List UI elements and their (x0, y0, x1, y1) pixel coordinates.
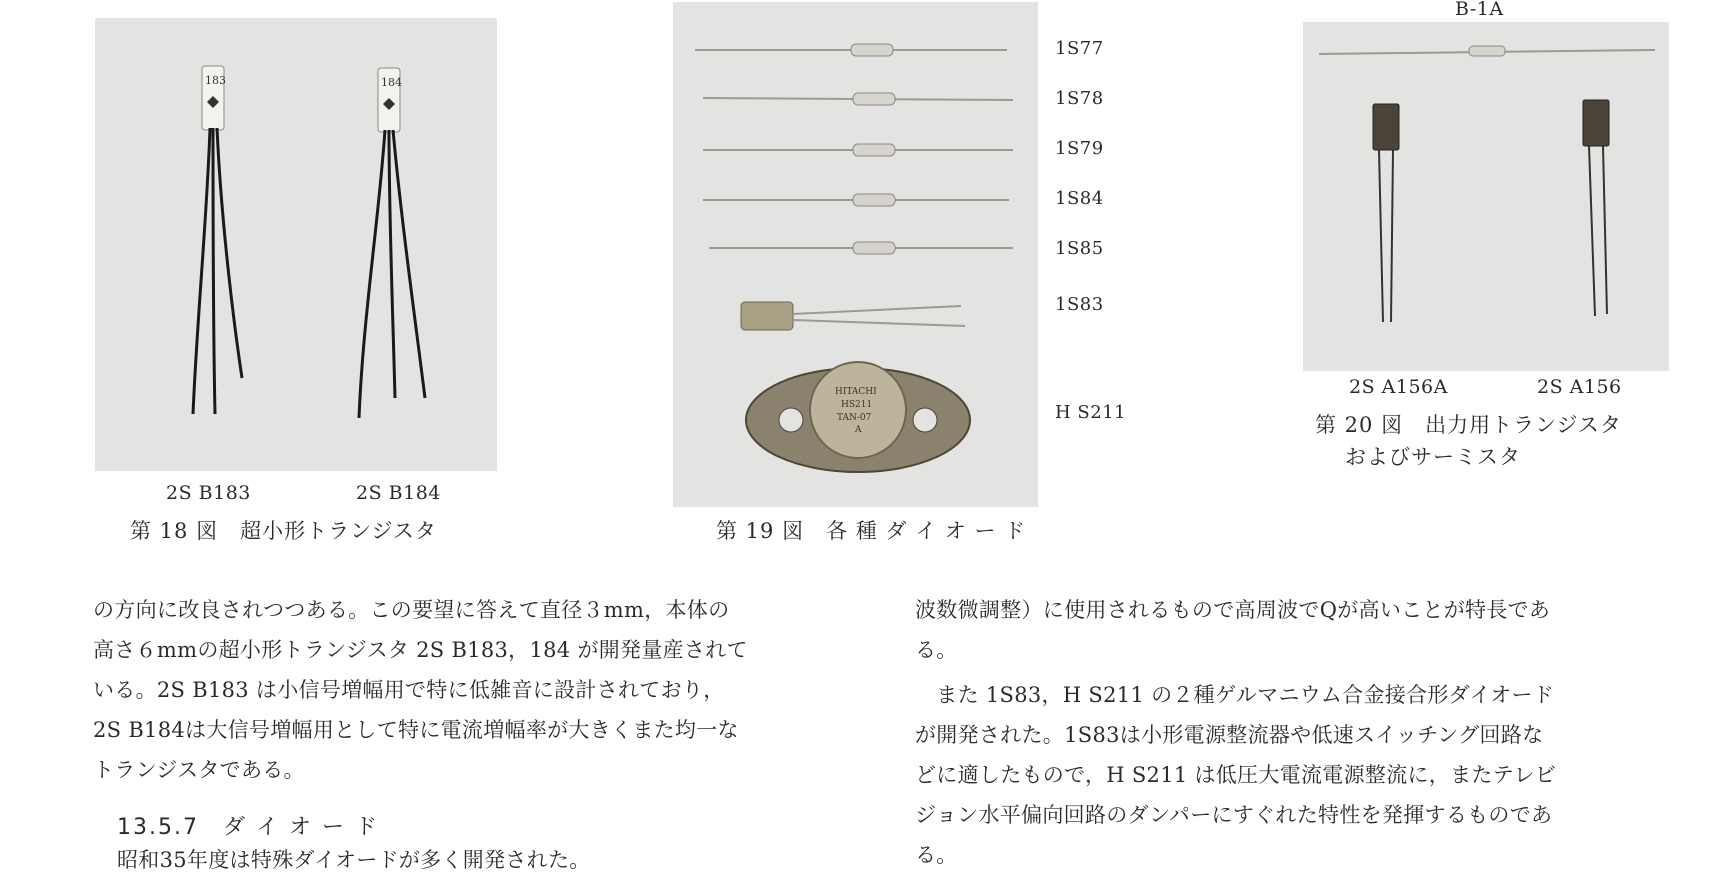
label-hs211: H S211 (1055, 402, 1127, 423)
body-left-line-3: いる。2S B183 は小信号増幅用で特に低雑音に設計されており， (93, 678, 725, 702)
label-2sa156a: 2S A156A (1349, 376, 1448, 398)
transistor-marking-183: 183 (205, 74, 226, 87)
label-1s83: 1S83 (1055, 294, 1104, 315)
can-marking-line-2: HS211 (841, 400, 873, 410)
body-left-line-1: の方向に改良されつつある。この要望に答えて直径３mm，本体の (93, 598, 730, 622)
diode-photo-illustration (673, 2, 1038, 507)
fig19-photo (673, 2, 1038, 507)
fig20-photo (1303, 22, 1669, 371)
label-1s85: 1S85 (1055, 238, 1104, 259)
fig19-caption: 第 19 図 各 種 ダ イ オ ー ド (716, 519, 1027, 543)
body-right-line-6: ジョン水平偏向回路のダンパーにすぐれた特性を発揮するものであ (915, 803, 1553, 827)
fig20-caption-line-2: およびサーミスタ (1345, 445, 1521, 469)
body-left-last-line: 昭和35年度は特殊ダイオードが多く開発された。 (117, 848, 591, 872)
body-right-line-7: る。 (915, 843, 958, 867)
can-marking-line-1: HITACHI (835, 387, 877, 397)
can-marking-line-3: TAN-07 (837, 413, 872, 423)
body-left-line-2: 高さ６mmの超小形トランジスタ 2S B183，184 が開発量産されて (93, 638, 748, 662)
label-b1a: B-1A (1455, 0, 1504, 20)
label-1s84: 1S84 (1055, 188, 1104, 209)
body-right-line-3: また 1S83，H S211 の２種ゲルマニウム合金接合形ダイオード (915, 683, 1555, 707)
output-transistor-photo-illustration (1303, 22, 1669, 371)
label-2sb184: 2S B184 (356, 482, 441, 504)
can-marking-line-4: A (855, 425, 862, 435)
section-heading: 13.5.7 ダ イ オ ー ド (117, 815, 379, 840)
body-right-line-5: どに適したもので，H S211 は低圧大電流電源整流に，またテレビ (915, 763, 1557, 787)
label-1s79: 1S79 (1055, 138, 1104, 159)
label-1s78: 1S78 (1055, 88, 1104, 109)
label-1s77: 1S77 (1055, 38, 1104, 59)
body-right-line-1: 波数微調整）に使用されるもので高周波でQが高いことが特長であ (915, 598, 1551, 622)
body-left-line-4: 2S B184は大信号増幅用として特に電流増幅率が大きくまた均一な (93, 718, 739, 742)
fig18-caption: 第 18 図 超小形トランジスタ (130, 519, 437, 543)
transistor-marking-184: 184 (381, 76, 402, 89)
fig18-photo (95, 18, 497, 471)
label-2sa156: 2S A156 (1537, 376, 1622, 398)
label-2sb183: 2S B183 (166, 482, 251, 504)
fig20-caption-line-1: 第 20 図 出力用トランジスタ (1315, 413, 1622, 437)
transistor-photo-illustration (95, 18, 497, 471)
body-left-line-5: トランジスタである。 (93, 758, 305, 782)
body-right-line-4: が開発された。1S83は小形電源整流器や低速スイッチング回路な (915, 723, 1544, 747)
body-right-line-2: る。 (915, 638, 958, 662)
